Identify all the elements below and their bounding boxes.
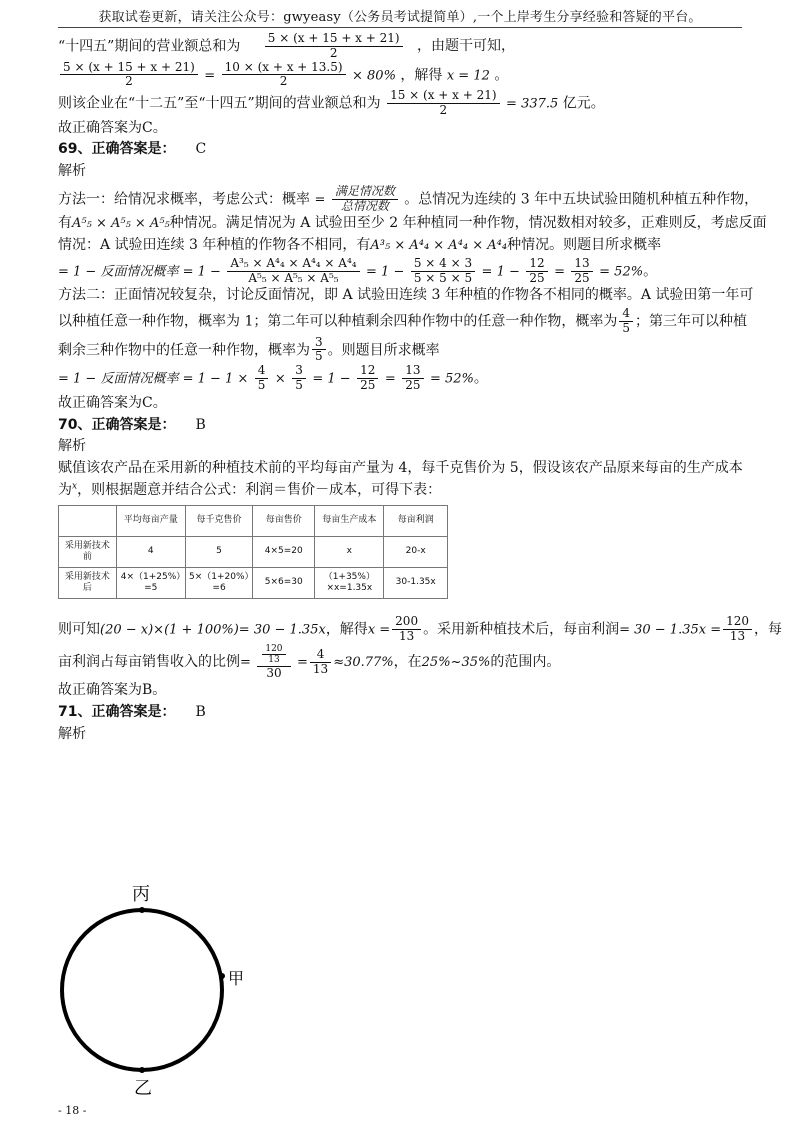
text: 以种植任意一种作物，概率为 1；第二年可以种植剩余四种作物中的任意一种作物，概率为 (58, 313, 618, 330)
denominator: 25 (574, 270, 590, 285)
q69-jiexi: 解析 (58, 163, 86, 180)
answer-letter: C (195, 141, 207, 158)
table-header-cell: 每亩利润 (384, 506, 448, 537)
numerator: 10 × (x + x + 13.5) (222, 61, 346, 76)
table-cell: 30-1.35x (384, 568, 448, 599)
point-yi (139, 1067, 145, 1073)
point-jia (219, 973, 225, 979)
denominator: A⁵₅ × A⁵₅ × A⁵₅ (248, 270, 339, 285)
math-term: x = 12 (446, 67, 490, 83)
numerator: 3 (292, 364, 306, 379)
q70-s1 (58, 614, 783, 644)
page-body (58, 30, 783, 745)
q70-s2 (58, 644, 748, 680)
denominator: 2 (125, 74, 133, 89)
text: ，则根据题意并结合公式：利润＝售价－成本，可得下表： (77, 481, 442, 498)
fraction (265, 32, 403, 61)
math-term: x (72, 480, 78, 491)
fraction (255, 364, 269, 393)
table-cell: 5×（1+20%）=6 (185, 568, 252, 599)
denominator: 总情况数 (340, 198, 389, 213)
numerator: 120 (262, 644, 285, 655)
denominator: 5 × 5 × 5 (413, 270, 473, 285)
q68-line1 (58, 32, 748, 61)
q69-m2-line3 (58, 336, 748, 365)
math-term: = 337.5 (506, 96, 559, 112)
math-term: = 30 − 1.35x = (619, 622, 722, 638)
page-header: 获取试卷更新，请关注公众号：gwyeasy（公务员考试提简单）,一个上岸考生分享经验和答疑的平台。 (98, 10, 702, 25)
text: 。 (473, 370, 488, 387)
page-number: - 18 - (58, 1104, 87, 1117)
numerator: 5 × (x + 15 + x + 21) (60, 61, 198, 76)
fraction (402, 364, 423, 393)
numerator: 15 × (x + x + 21) (387, 89, 500, 104)
fraction (571, 257, 592, 286)
question-title: 71、正确答案是： (58, 704, 176, 721)
fraction (312, 336, 326, 365)
q70-p1: 赋值该农产品在采用新的种植技术前的平均每亩产量为 4，每千克售价为 5，假设该农产品原来每亩的生产成本 (58, 459, 743, 476)
numerator: A³₅ × A⁴₄ × A⁴₄ × A⁴₄ (227, 257, 359, 272)
equals: = (240, 655, 251, 671)
fraction (411, 257, 475, 286)
compound-fraction (257, 644, 290, 680)
numerator: 4 (255, 364, 269, 379)
q69-m1-line2 (58, 213, 767, 235)
q68-conclusion: 故正确答案为C。 (58, 119, 167, 136)
denominator: 13 (312, 661, 329, 676)
table-header-cell: 每亩售价 (253, 506, 315, 537)
text: ，解得 (325, 621, 368, 638)
denominator: 5 (315, 349, 323, 364)
denominator: 30 (266, 665, 282, 680)
text: 则该企业在“十二五”至“十四五”期间的营业额总和为 (58, 95, 381, 112)
fraction (262, 644, 285, 666)
math-term: × 80% (352, 67, 396, 83)
text: ，在 (393, 654, 422, 671)
fraction (227, 257, 359, 286)
denominator: 25 (360, 378, 376, 393)
math-term: = 1 − 反面情况概率 = 1 − (58, 264, 221, 280)
denominator: 13 (268, 655, 280, 666)
math-term: = (554, 264, 565, 280)
table-header-cell: 每千克售价 (185, 506, 252, 537)
q69-m1-line1 (58, 183, 759, 214)
table-cell: x (315, 537, 384, 568)
fraction (292, 364, 306, 393)
math-term: × (274, 371, 286, 387)
math-term: ≈30.77% (333, 655, 394, 671)
table-cell: 采用新技术前 (59, 537, 117, 568)
numerator: 3 (312, 336, 326, 351)
q70-p2 (58, 480, 748, 502)
q69-m1-line3 (58, 235, 748, 257)
denominator: 25 (405, 378, 421, 393)
fraction (526, 257, 547, 286)
denominator: 5 (257, 378, 266, 393)
text: ，每 (754, 621, 783, 638)
math-term: A⁵₅ × A⁵₅ × A⁵₅ (72, 216, 170, 232)
q69-title (58, 139, 748, 161)
math-term: = (384, 371, 396, 387)
text: 则可知 (58, 621, 100, 638)
denominator: 25 (529, 270, 545, 285)
table-header-cell (59, 506, 117, 537)
denominator: 13 (729, 629, 746, 644)
fraction (387, 89, 500, 118)
table-header-row (59, 506, 448, 537)
equals: = (204, 67, 216, 83)
numerator: 4 (310, 648, 331, 663)
text: ；第三年可以种植 (635, 313, 747, 330)
denominator: 13 (398, 629, 415, 644)
text: 种情况。满足情况为 A 试验田至少 2 年种植同一种作物，情况数相对较多，正难则反，考虑反面 (169, 215, 767, 232)
q69-m2-line4 (58, 364, 748, 393)
denominator: 5 (622, 320, 630, 335)
numerator: 12 (526, 257, 547, 272)
math-term: A³₅ × A⁴₄ × A⁴₄ × A⁴₄ (370, 238, 508, 254)
fraction (222, 61, 346, 90)
text: 。则题目所求概率 (327, 341, 440, 358)
math-term: 25%~35% (421, 655, 491, 671)
header-divider (58, 27, 742, 28)
track-circle (62, 910, 222, 1070)
denominator: 5 (295, 378, 303, 393)
table-cell: 4×（1+25%）=5 (116, 568, 185, 599)
table-cell: 20-x (384, 537, 448, 568)
denominator: 2 (439, 102, 448, 117)
text: 方法一：给情况求概率，考虑公式：概率 (58, 191, 310, 208)
math-term: = 52% (429, 371, 474, 387)
numerator: 13 (571, 257, 592, 272)
numerator: 12 (357, 364, 378, 379)
label-bing: 丙 (132, 884, 150, 905)
table-cell: 采用新技术后 (59, 568, 117, 599)
text: “十四五”期间的营业额总和为 (58, 38, 241, 55)
numerator: 5 × (x + 15 + x + 21) (265, 32, 403, 47)
q69-m1-line4 (58, 257, 748, 286)
numerator: 13 (402, 364, 423, 379)
q68-line3 (58, 89, 748, 118)
q69-m2-line1: 方法二：正面情况较复杂，讨论反面情况，即 A 试验田连续 3 年种植的作物各不相同的概率。A 试验田第一年可 (58, 287, 754, 304)
text: 。采用新种植技术后，每亩利润 (423, 621, 620, 638)
q68-line2 (58, 61, 748, 90)
q69-conclusion: 故正确答案为C。 (58, 394, 167, 411)
fraction (723, 615, 752, 644)
fraction (60, 61, 198, 90)
q71-title (58, 702, 748, 724)
fraction (310, 648, 331, 677)
text: 。总情况为连续的 3 年中五块试验田随机种植五种作物， (404, 191, 759, 208)
math-term: x = (367, 622, 391, 638)
table-row (59, 568, 448, 599)
math-term: = 1 − 反面情况概率 = 1 − 1 × (58, 371, 249, 387)
table-cell: 5 (185, 537, 252, 568)
numerator (257, 644, 290, 667)
question-title: 69、正确答案是： (58, 141, 176, 158)
numerator: 5 × 4 × 3 (411, 257, 475, 272)
table-header-cell: 平均每亩产量 (116, 506, 185, 537)
table-header-cell: 每亩生产成本 (315, 506, 384, 537)
text: 种情况。则题目所求概率 (507, 237, 662, 254)
equals: = (297, 655, 308, 671)
text: 剩余三种作物中的任意一种作物，概率为 (58, 341, 310, 358)
q70-conclusion: 故正确答案为B。 (58, 682, 167, 699)
table-cell: （1+35%）×x=1.35x (315, 568, 384, 599)
math-term: = 52% (599, 264, 644, 280)
label-jia: 甲 (228, 969, 245, 988)
label-yi: 乙 (134, 1078, 152, 1096)
table-cell: 5×6=30 (253, 568, 315, 599)
denominator: 2 (329, 45, 338, 60)
math-term: = 1 − (312, 371, 351, 387)
text: 。 (643, 263, 658, 280)
fraction (392, 615, 421, 644)
text: 亩利润占每亩销售收入的比例 (58, 654, 240, 671)
circle-diagram (56, 866, 256, 1096)
table-row (59, 537, 448, 568)
fraction (332, 185, 398, 214)
text: 。 (494, 66, 509, 83)
fraction (619, 307, 633, 336)
math-term: = 1 − (366, 264, 405, 280)
profit-table (58, 505, 448, 599)
numerator: 4 (619, 307, 633, 322)
math-term: = 1 − (481, 264, 520, 280)
text: 的范围内。 (490, 654, 561, 671)
q71-jiexi: 解析 (58, 725, 86, 742)
numerator: 120 (723, 615, 752, 630)
math-term: (20 − x)×(1 + 100%)= 30 − 1.35x (100, 622, 326, 638)
denominator: 2 (279, 74, 288, 89)
answer-letter: B (195, 704, 206, 721)
equals: = (314, 192, 326, 208)
fraction (357, 364, 378, 393)
answer-letter: B (195, 416, 206, 433)
point-bing (139, 907, 145, 913)
q69-m2-line2 (58, 307, 748, 336)
q70-jiexi: 解析 (58, 438, 86, 455)
text: 亿元。 (562, 95, 605, 112)
q70-title (58, 415, 748, 437)
text: 有 (58, 215, 72, 232)
text: 为 (58, 481, 72, 498)
table-cell: 4×5=20 (253, 537, 315, 568)
question-title: 70、正确答案是： (58, 416, 176, 433)
numerator: 满足情况数 (332, 185, 398, 200)
table-cell: 4 (116, 537, 185, 568)
text: ，解得 (400, 66, 443, 83)
numerator: 200 (392, 615, 421, 630)
text: ，由题干可知， (417, 38, 516, 55)
text: 情况：A 试验田连续 3 年种植的作物各不相同，有 (58, 237, 371, 254)
